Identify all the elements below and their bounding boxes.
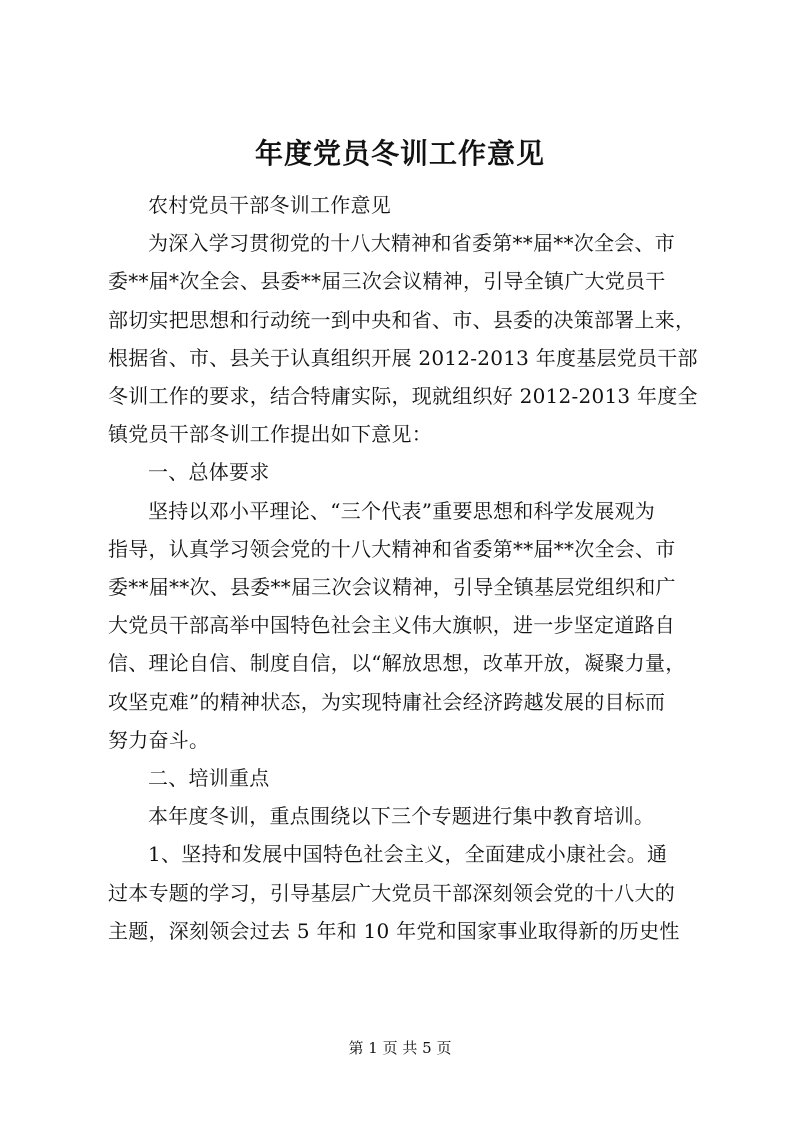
- document-line: 过本专题的学习，引导基层广大党员干部深刻领会党的十八大的: [108, 880, 675, 905]
- document-line: 委**届*次全会、县委**届三次会议精神，引导全镇广大党员干: [108, 269, 666, 294]
- section-heading-line: 一、总体要求: [148, 460, 270, 485]
- document-title: 年度党员冬训工作意见: [254, 137, 545, 170]
- document-line: 攻坚克难”的精神状态，为实现特庸社会经济跨越发展的目标而: [108, 689, 666, 714]
- document-line: 努力奋斗。: [108, 727, 210, 752]
- page-footer: 第 1 页 共 5 页: [348, 1039, 452, 1057]
- document-line: 根据省、市、县关于认真组织开展 2012-2013 年度基层党员干部: [108, 345, 698, 370]
- document-line: 镇党员干部冬训工作提出如下意见：: [108, 422, 432, 447]
- document-line: 坚持以邓小平理论、“三个代表”重要思想和科学发展观为: [148, 498, 655, 523]
- document-line: 部切实把思想和行动统一到中央和省、市、县委的决策部署上来，: [108, 307, 696, 332]
- document-body: [108, 186, 703, 950]
- document-line: 信、理论自信、制度自信，以“解放思想，改革开放，凝聚力量，: [108, 651, 686, 676]
- document-line: 主题，深刻领会过去 5 年和 10 年党和国家事业取得新的历史性: [108, 918, 680, 943]
- document-line: 委**届**次、县委**届三次会议精神，引导全镇基层党组织和广: [108, 575, 676, 600]
- document-line: 为深入学习贯彻党的十八大精神和省委第**届**次全会、市: [148, 231, 675, 256]
- section-heading-line: 二、培训重点: [148, 766, 270, 791]
- document-line: 农村党员干部冬训工作意见: [148, 193, 391, 217]
- document-line: 冬训工作的要求，结合特庸实际，现就组织好 2012-2013 年度全: [108, 384, 698, 409]
- document-line: 指导，认真学习领会党的十八大精神和省委第**届**次全会、市: [108, 536, 676, 561]
- document-line: 大党员干部高举中国特色社会主义伟大旗帜，进一步坚定道路自: [108, 613, 675, 638]
- document-line: 本年度冬训，重点围绕以下三个专题进行集中教育培训。: [148, 804, 655, 829]
- document-line: 1、坚持和发展中国特色社会主义，全面建成小康社会。通: [148, 842, 668, 867]
